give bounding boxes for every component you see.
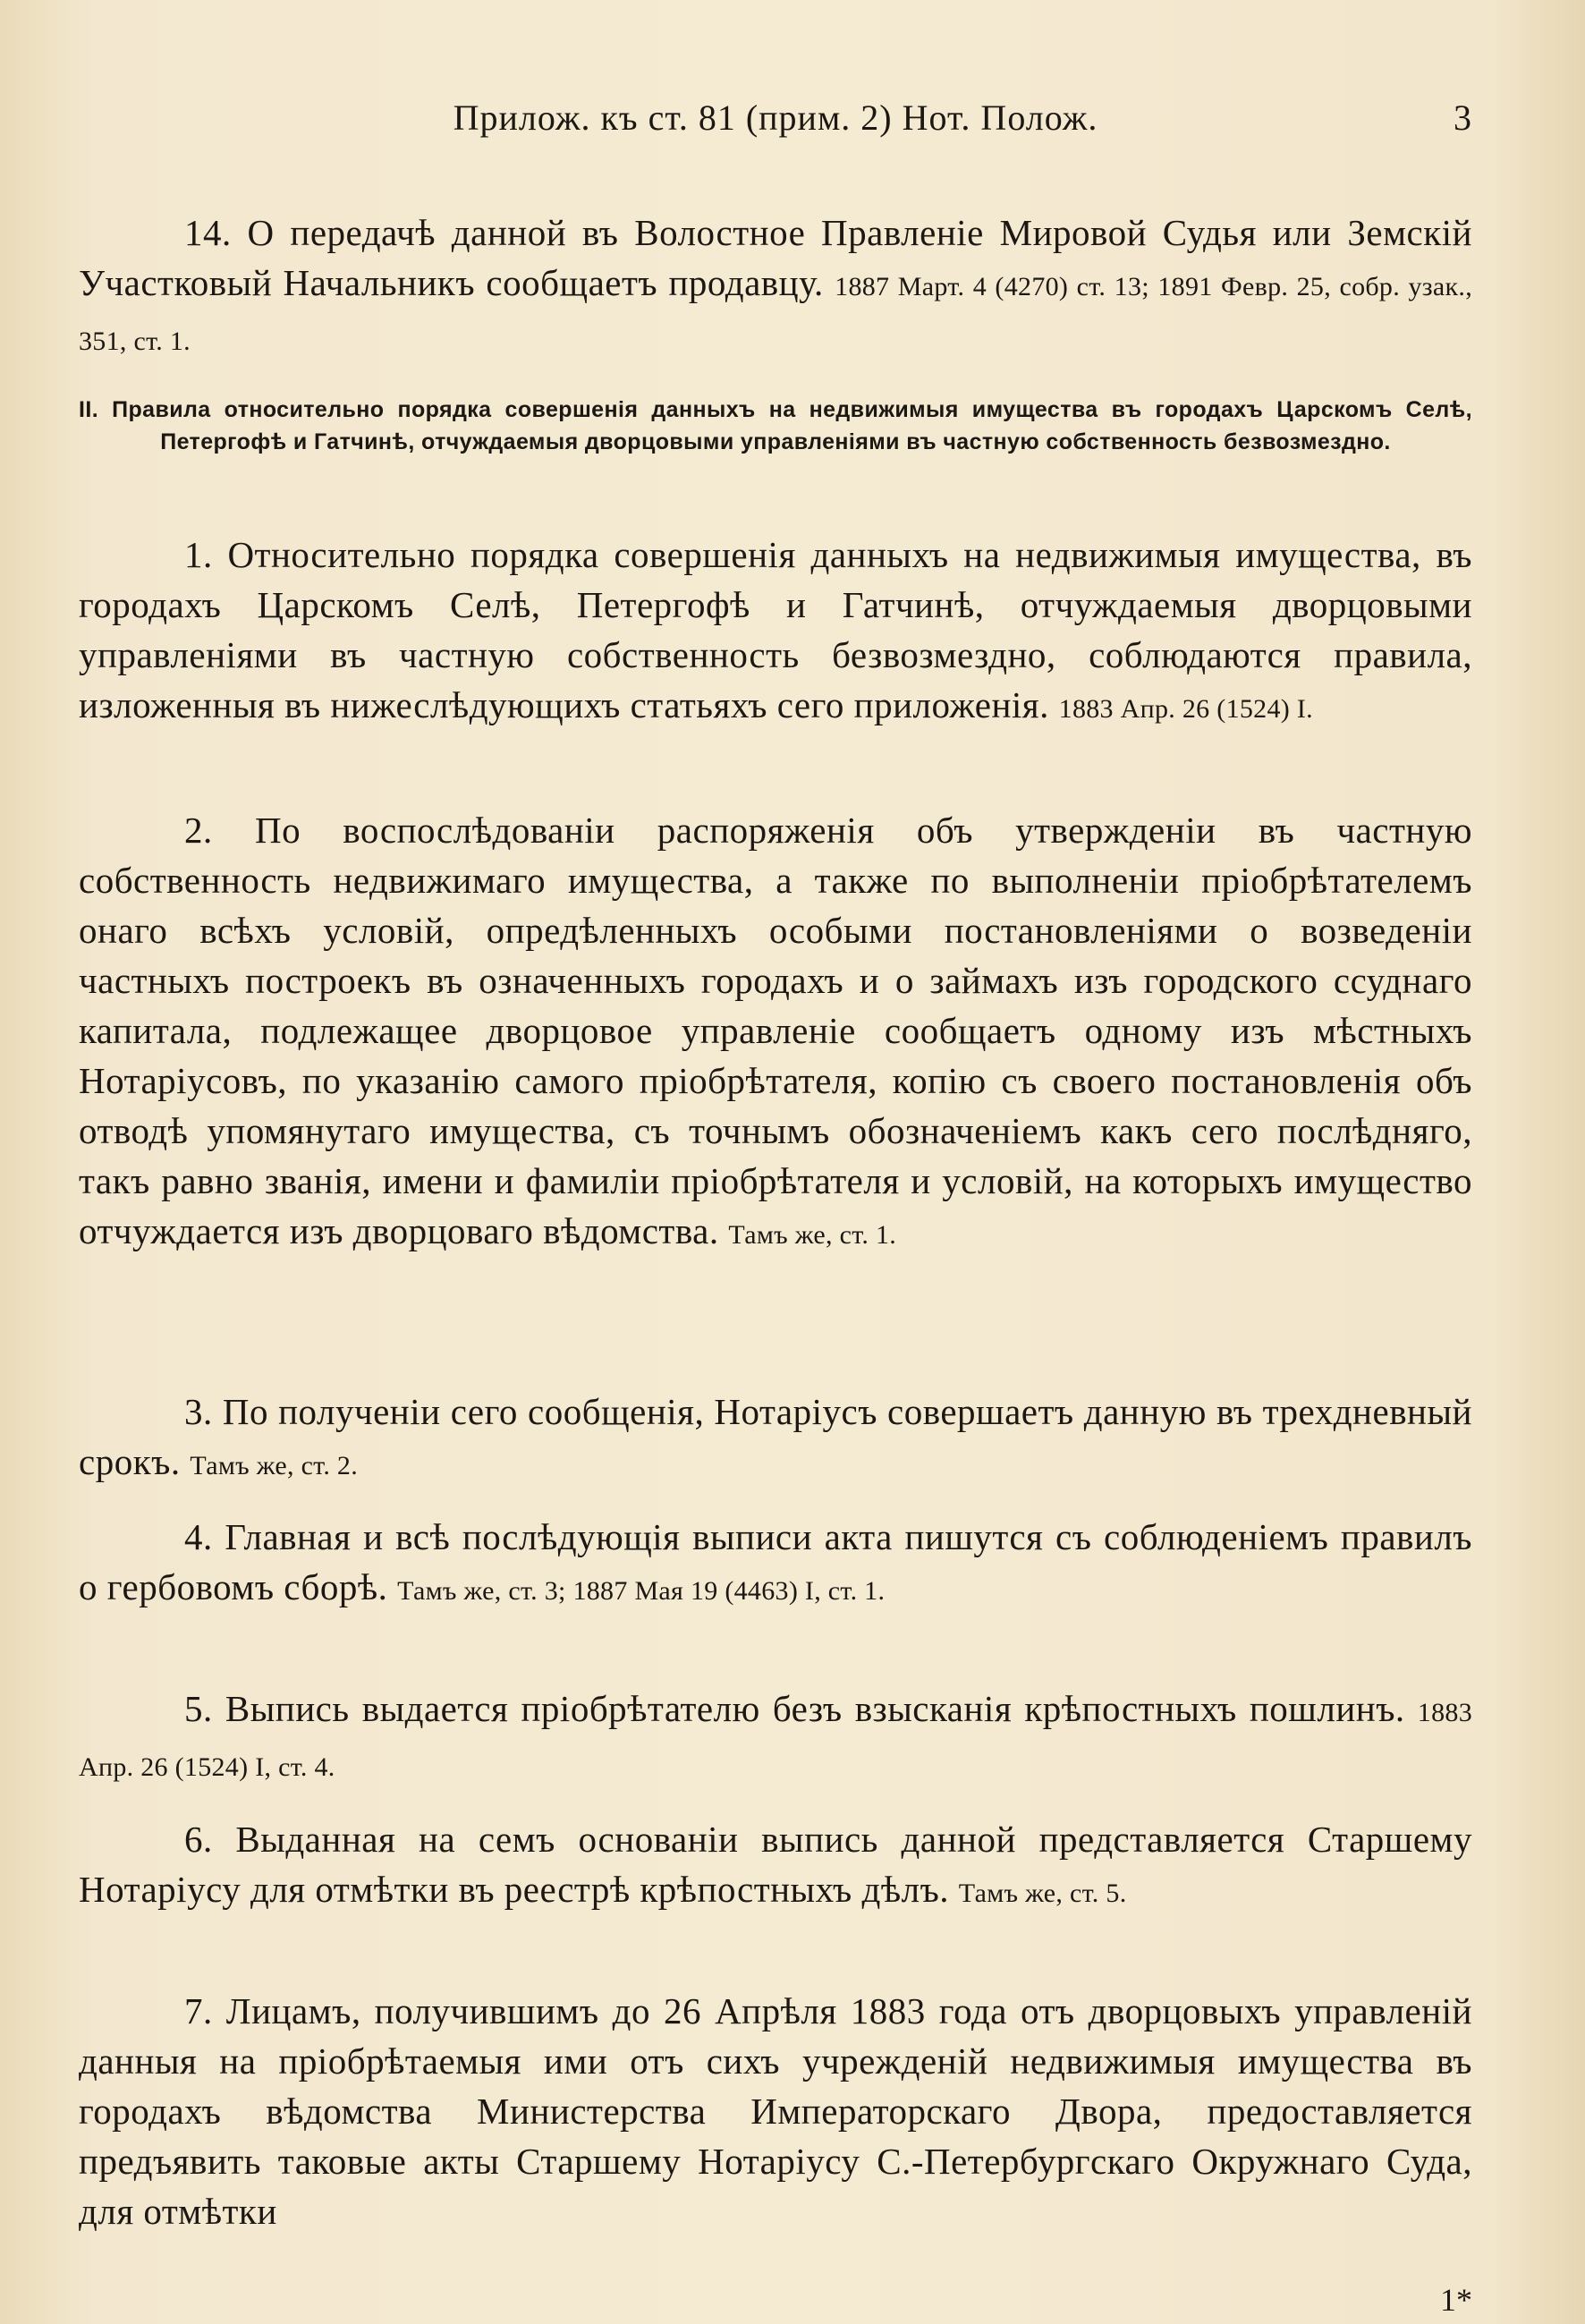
item-14-reference: 1887 Март. 4 (4270) ст. 13; 1891 Февр. 25, собр. узак., 351, ст. 1. xyxy=(79,272,1473,356)
running-title: Прилож. къ ст. 81 (прим. 2) Нот. Полож. xyxy=(453,98,1098,138)
article-1-text: 1. Относительно порядка совершенія данныхъ на недвижимыя имущества, въ городахъ Царскомъ Селѣ, Петергофѣ и Гатчинѣ, отчуждаемыя дворцовыми управленіями въ частную собственность безвозмездно, соблюдаются правила, изложенныя въ нижеслѣдующихъ статьяхъ сего приложенія. xyxy=(79,534,1472,725)
article-2-text: 2. По воспослѣдованіи распоряженія объ утвержденіи въ частную собственность недвижимаго имущества, а также по выполненіи пріобрѣтателемъ онаго всѣхъ условій, опредѣленныхъ особыми постановленіями о возведеніи частныхъ построекъ въ означенныхъ городахъ и о займахъ изъ городского ссуднаго капитала, подлежащее дворцовое управленіе сообщаетъ одному изъ мѣстныхъ Нотаріусовъ, по указанію самого пріобрѣтателя, копію съ своего постановленія объ отводѣ упомянутаго имущества, съ точнымъ обозначеніемъ какъ сего послѣдняго, такъ равно званія, имени и фамиліи пріобрѣтателя и условій, на которыхъ имущество отчуждается изъ дворцоваго вѣдомства. xyxy=(79,810,1472,1251)
article-6 xyxy=(79,1814,1472,1919)
article-4-text: 4. Главная и всѣ послѣдующія выписи акта пишутся съ соблюденіемъ правилъ о гербовомъ сборѣ. xyxy=(79,1516,1472,1607)
signature-mark: 1* xyxy=(1440,2282,1472,2318)
article-5-text: 5. Выпись выдается пріобрѣтателю безъ взысканія крѣпостныхъ пошлинъ. xyxy=(184,1688,1405,1729)
item-14-text: 14. О передачѣ данной въ Волостное Правленіе Мировой Судья или Земскій Участковый Начальникъ сообщаетъ продавцу. xyxy=(79,212,1472,303)
article-5 xyxy=(79,1684,1472,1793)
article-3-reference: Тамъ же, ст. 2. xyxy=(190,1451,359,1480)
article-7 xyxy=(79,1986,1472,2241)
article-3-text: 3. По полученіи сего сообщенія, Нотаріусъ совершаетъ данную въ трехдневный срокъ. xyxy=(79,1391,1472,1482)
article-4 xyxy=(79,1512,1472,1616)
document-page xyxy=(79,0,1472,2324)
section-heading: II. Правила относительно порядка совершенія данныхъ на недвижимыя имущества въ городахъ Царскомъ Селѣ, Петергофѣ и Гатчинѣ, отчуждаемыя дворцовыми управленіями въ частную собственность безвозмездно. xyxy=(79,397,1472,454)
article-5-reference: 1883 Апр. 26 (1524) I, ст. 4. xyxy=(79,1698,1472,1782)
article-1 xyxy=(79,530,1472,734)
page-number: 3 xyxy=(1454,98,1472,138)
article-1-reference: 1883 Апр. 26 (1524) I. xyxy=(1058,694,1313,724)
running-head xyxy=(79,97,1472,150)
article-2 xyxy=(79,805,1472,1260)
article-7-text: 7. Лицамъ, получившимъ до 26 Апрѣля 1883 года отъ дворцовыхъ управленій данныя на пріобрѣтаемыя ими отъ сихъ учрежденій недвижимыя имущества въ городахъ вѣдомства Министерства Императорскаго Двора, предоставляется предъявить таковые акты Старшему Нотаріусу С.-Петербургскаго Окружнаго Суда, для отмѣтки xyxy=(79,1990,1472,2232)
article-3 xyxy=(79,1387,1472,1491)
article-6-reference: Тамъ же, ст. 5. xyxy=(958,1879,1127,1908)
section-heading-block xyxy=(79,394,1472,458)
article-4-reference: Тамъ же, ст. 3; 1887 Мая 19 (4463) I, ст. 1. xyxy=(397,1576,886,1606)
item-14 xyxy=(79,208,1472,367)
article-6-text: 6. Выданная на семъ основаніи выпись данной представляется Старшему Нотаріусу для отмѣтки въ реестрѣ крѣпостныхъ дѣлъ. xyxy=(79,1819,1472,1910)
article-2-reference: Тамъ же, ст. 1. xyxy=(728,1220,897,1250)
